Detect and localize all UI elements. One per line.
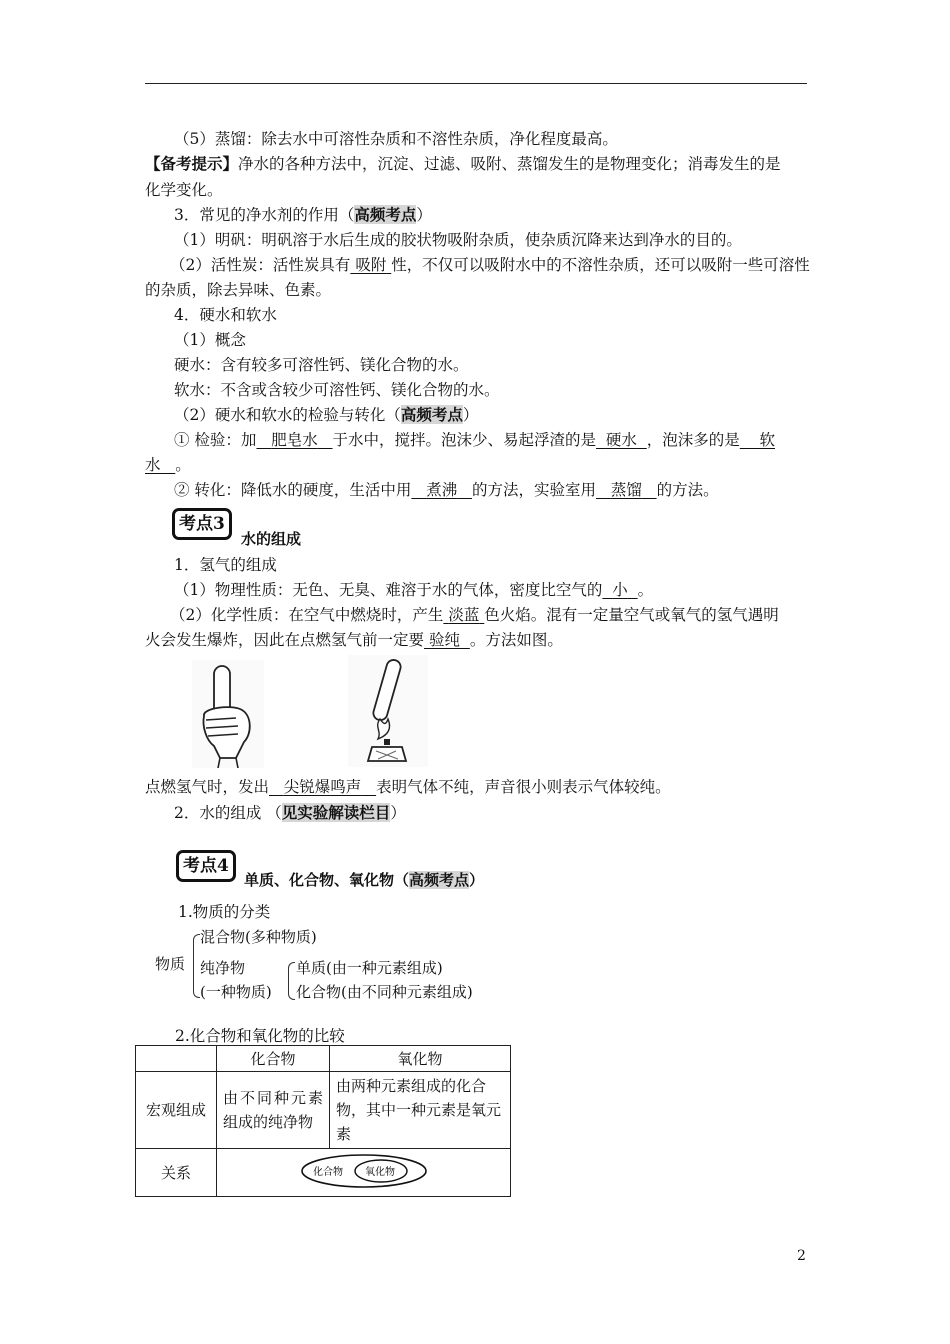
title-close: ） bbox=[416, 206, 432, 224]
table-header-oxide: 氧化物 bbox=[330, 1046, 511, 1072]
tip-line-2: 化学变化。 bbox=[145, 181, 223, 199]
concept-heading: （1）概念 bbox=[174, 331, 246, 349]
high-freq-badge: 高频考点 bbox=[354, 205, 417, 224]
kaodian-3-badge: 考点3 bbox=[172, 508, 232, 540]
answer: 验纯 bbox=[428, 631, 460, 649]
text: 点燃氢气时，发出 bbox=[145, 778, 270, 796]
answer: 蒸馏 bbox=[610, 481, 642, 499]
check-heading bbox=[174, 403, 478, 425]
venn-outer-label: 化合物 bbox=[312, 1166, 343, 1178]
blank-answer bbox=[350, 256, 391, 274]
blank-answer bbox=[443, 606, 484, 624]
text: ② 转化：降低水的硬度，生活中用 bbox=[174, 481, 412, 499]
blank-answer bbox=[269, 778, 376, 796]
header-rule bbox=[145, 83, 807, 84]
blank-answer bbox=[596, 481, 657, 499]
text: 色火焰。混有一定量空气或氧气的氢气遇明 bbox=[484, 606, 779, 624]
answer: 肥皂水 bbox=[271, 431, 318, 449]
cell-compound-def: 由不同种元素组成的纯净物 bbox=[217, 1072, 330, 1149]
text: ） bbox=[469, 871, 485, 889]
table-corner bbox=[136, 1046, 217, 1072]
hand-holding-tube-illustration bbox=[192, 660, 264, 768]
text: 的方法，实验室用 bbox=[472, 481, 597, 499]
table-header-compound: 化合物 bbox=[217, 1046, 330, 1072]
blank-answer bbox=[424, 631, 470, 649]
text: 。方法如图。 bbox=[469, 631, 563, 649]
high-freq-badge: 高频考点 bbox=[409, 871, 470, 889]
text: ） bbox=[462, 406, 479, 424]
text: ，泡沫多的是 bbox=[646, 431, 740, 449]
text: （2）硬水和软水的检验与转化（ bbox=[174, 406, 401, 424]
text: （2）化学性质：在空气中燃烧时，产生 bbox=[170, 606, 444, 624]
blank-answer bbox=[740, 431, 775, 449]
distill-line: （5）蒸馏：除去水中可溶性杂质和不溶性杂质，净化程度最高。 bbox=[174, 130, 618, 148]
text: 。 bbox=[637, 581, 654, 599]
tip-label: 【备考提示】 bbox=[145, 154, 239, 173]
blank-answer bbox=[596, 431, 647, 449]
text: 于水中，搅拌。泡沫少、易起浮渣的是 bbox=[332, 431, 597, 449]
row-head-relation: 关系 bbox=[136, 1149, 217, 1197]
mixture-label: 混合物(多种物质) bbox=[200, 928, 317, 946]
alum-line: （1）明矾：明矾溶于水后生成的胶状物吸附杂质，使杂质沉降来达到净水的目的。 bbox=[174, 231, 742, 249]
answer: 煮沸 bbox=[426, 481, 458, 499]
test-line-2 bbox=[145, 453, 191, 475]
section-4-title: 4．硬水和软水 bbox=[174, 306, 277, 324]
answer: 软 bbox=[759, 431, 776, 449]
answer: 水 bbox=[145, 456, 161, 474]
hydrogen-heading: 1．氢气的组成 bbox=[174, 556, 277, 574]
pure-label: 纯净物 bbox=[200, 959, 246, 977]
soft-water-def: 软水：不含或含较少可溶性钙、镁化合物的水。 bbox=[174, 381, 500, 399]
ignition-line bbox=[145, 775, 671, 797]
title-text: 3．常见的净水剂的作用（ bbox=[174, 206, 355, 224]
comparison-table bbox=[135, 1045, 511, 1197]
classification-heading: 1.物质的分类 bbox=[178, 903, 271, 921]
venn-inner-label: 氧化物 bbox=[364, 1166, 395, 1178]
test-line bbox=[174, 428, 775, 450]
element-label: 单质(由一种元素组成) bbox=[296, 959, 443, 977]
compound-label: 化合物(由不同种元素组成) bbox=[296, 983, 473, 1001]
kaodian-4-badge: 考点4 bbox=[176, 850, 236, 882]
venn-diagram bbox=[299, 1153, 429, 1189]
outer-brace bbox=[193, 934, 200, 998]
table-row bbox=[136, 1072, 511, 1149]
blank-answer bbox=[602, 581, 637, 599]
text: 的方法。 bbox=[656, 481, 719, 499]
answer: 硬水 bbox=[605, 431, 637, 449]
water-composition-heading bbox=[174, 801, 406, 823]
tube-over-alcohol-lamp-illustration bbox=[348, 655, 428, 767]
text: 火会发生爆炸，因此在点燃氢气前一定要 bbox=[145, 631, 425, 649]
answer: 吸附 bbox=[355, 256, 387, 274]
text: 。 bbox=[175, 456, 191, 474]
text: （2）活性炭：活性炭具有 bbox=[170, 256, 351, 274]
section-3-title bbox=[174, 203, 432, 225]
hydrogen-physical bbox=[174, 578, 653, 600]
hydrogen-chemical bbox=[170, 603, 779, 625]
answer: 小 bbox=[612, 581, 628, 599]
blank-answer bbox=[411, 481, 472, 499]
table-row bbox=[136, 1149, 511, 1197]
cell-oxide-def: 由两种元素组成的化合物，其中一种元素是氧元素 bbox=[330, 1072, 511, 1149]
text: ） bbox=[390, 804, 406, 822]
text: 性，不仅可以吸附水中的不溶性杂质，还可以吸附一些可溶性 bbox=[391, 256, 810, 274]
venn-cell bbox=[217, 1149, 511, 1197]
hydrogen-chemical-2 bbox=[145, 628, 563, 650]
table-header-row bbox=[136, 1046, 511, 1072]
blank-answer bbox=[145, 456, 175, 474]
text: 2．水的组成 （ bbox=[174, 804, 282, 822]
hard-water-def: 硬水：含有较多可溶性钙、镁化合物的水。 bbox=[174, 356, 469, 374]
comparison-heading: 2.化合物和氧化物的比较 bbox=[175, 1027, 345, 1045]
answer: 尖锐爆鸣声 bbox=[283, 778, 362, 796]
see-experiment-badge: 见实验解读栏目 bbox=[281, 803, 391, 822]
page-number: 2 bbox=[797, 1248, 806, 1264]
row-head-macro: 宏观组成 bbox=[136, 1072, 217, 1149]
pure-sub-label: (一种物质) bbox=[200, 983, 272, 1001]
carbon-line-2: 的杂质，除去异味、色素。 bbox=[145, 281, 332, 299]
text: ① 检验：加 bbox=[174, 431, 257, 449]
inner-brace bbox=[288, 962, 295, 1000]
answer: 淡蓝 bbox=[448, 606, 480, 624]
tip-line bbox=[145, 152, 781, 174]
conversion-line bbox=[174, 478, 719, 500]
carbon-line bbox=[170, 253, 810, 275]
tip-text: 净水的各种方法中，沉淀、过滤、吸附、蒸馏发生的是物理变化；消毒发生的是 bbox=[238, 155, 781, 173]
blank-answer bbox=[256, 431, 332, 449]
kaodian-3-title: 水的组成 bbox=[241, 530, 302, 548]
high-freq-badge: 高频考点 bbox=[400, 405, 463, 424]
text: （1）物理性质：无色、无臭、难溶于水的气体，密度比空气的 bbox=[174, 581, 603, 599]
kaodian-4-title bbox=[244, 869, 484, 890]
diagram-root: 物质 bbox=[155, 955, 186, 973]
text: 单质、化合物、氧化物（ bbox=[244, 871, 410, 889]
text: 表明气体不纯，声音很小则表示气体较纯。 bbox=[376, 778, 671, 796]
